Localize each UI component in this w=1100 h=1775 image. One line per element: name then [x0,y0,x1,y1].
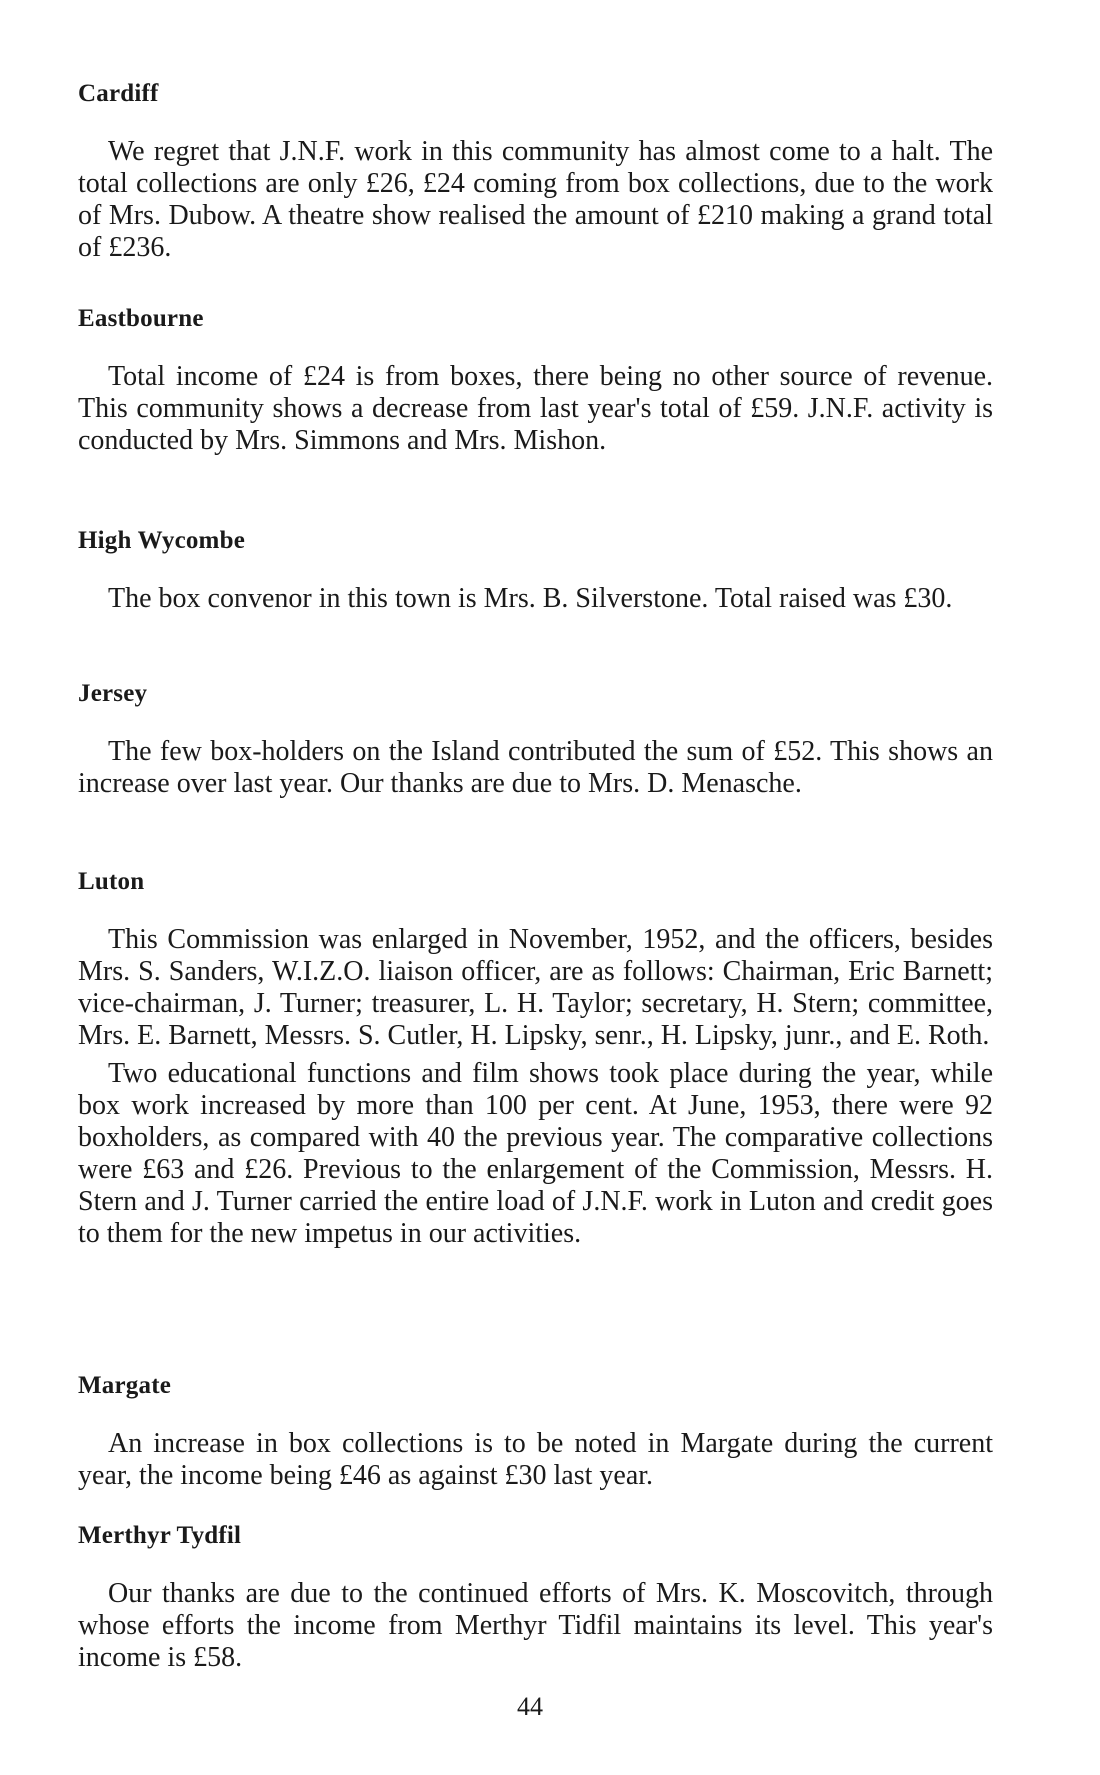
section-high-wycombe [78,527,993,615]
page-number: 44 [517,1692,543,1721]
section-heading: High Wycombe [78,527,245,554]
section-merthyr-tydfil [78,1522,993,1674]
section-cardiff [78,80,993,264]
section-margate [78,1372,993,1492]
section-paragraph: Our thanks are due to the continued efforts of Mrs. K. Moscovitch, through whose efforts the income from Merthyr Tidfil maintains its level. This year's income is £58. [78,1578,993,1673]
section-paragraph: Two educational functions and film shows took place during the year, while box work increased by more than 100 per cent. At June, 1953, there were 92 boxholders, as compared with 40 the previous year. The comparative collections were £63 and £26. Previous to the enlargement of the Commission, Messrs. H. Stern and J. Turner carried the entire load of J.N.F. work in Luton and credit goes to them for the new impetus in our activities. [78,1058,993,1249]
section-heading: Margate [78,1372,172,1399]
section-paragraph: An increase in box collections is to be noted in Margate during the current year, the income being £46 as against £30 last year. [78,1428,993,1491]
section-heading: Cardiff [78,80,159,107]
section-jersey [78,680,993,800]
section-heading: Jersey [78,680,148,707]
section-paragraph: The few box-holders on the Island contributed the sum of £52. This shows an increase over last year. Our thanks are due to Mrs. D. Menasche. [78,736,993,799]
section-heading: Luton [78,868,145,895]
section-eastbourne [78,305,993,457]
section-paragraph: Total income of £24 is from boxes, there being no other source of revenue. This community shows a decrease from last year's total of £59. J.N.F. activity is conducted by Mrs. Simmons and Mrs. Mishon. [78,361,993,456]
section-heading: Merthyr Tydfil [78,1522,242,1549]
section-paragraph: This Commission was enlarged in November, 1952, and the officers, besides Mrs. S. Sanders, W.I.Z.O. liaison officer, are as follows: Chairman, Eric Barnett; vice-chairman, J. Turner; treasurer, L. H. Taylor; secretary, H. Stern; committee, Mrs. E. Barnett, Messrs. S. Cutler, H. Lipsky, senr., H. Lipsky, junr., and E. Roth. [78,924,993,1051]
section-heading: Eastbourne [78,305,204,332]
section-luton [78,868,993,1250]
section-paragraph: We regret that J.N.F. work in this community has almost come to a halt. The total collections are only £26, £24 coming from box collections, due to the work of Mrs. Dubow. A theatre show realised the amount of £210 making a grand total of £236. [78,136,993,263]
section-paragraph: The box convenor in this town is Mrs. B. Silverstone. Total raised was £30. [108,583,953,614]
